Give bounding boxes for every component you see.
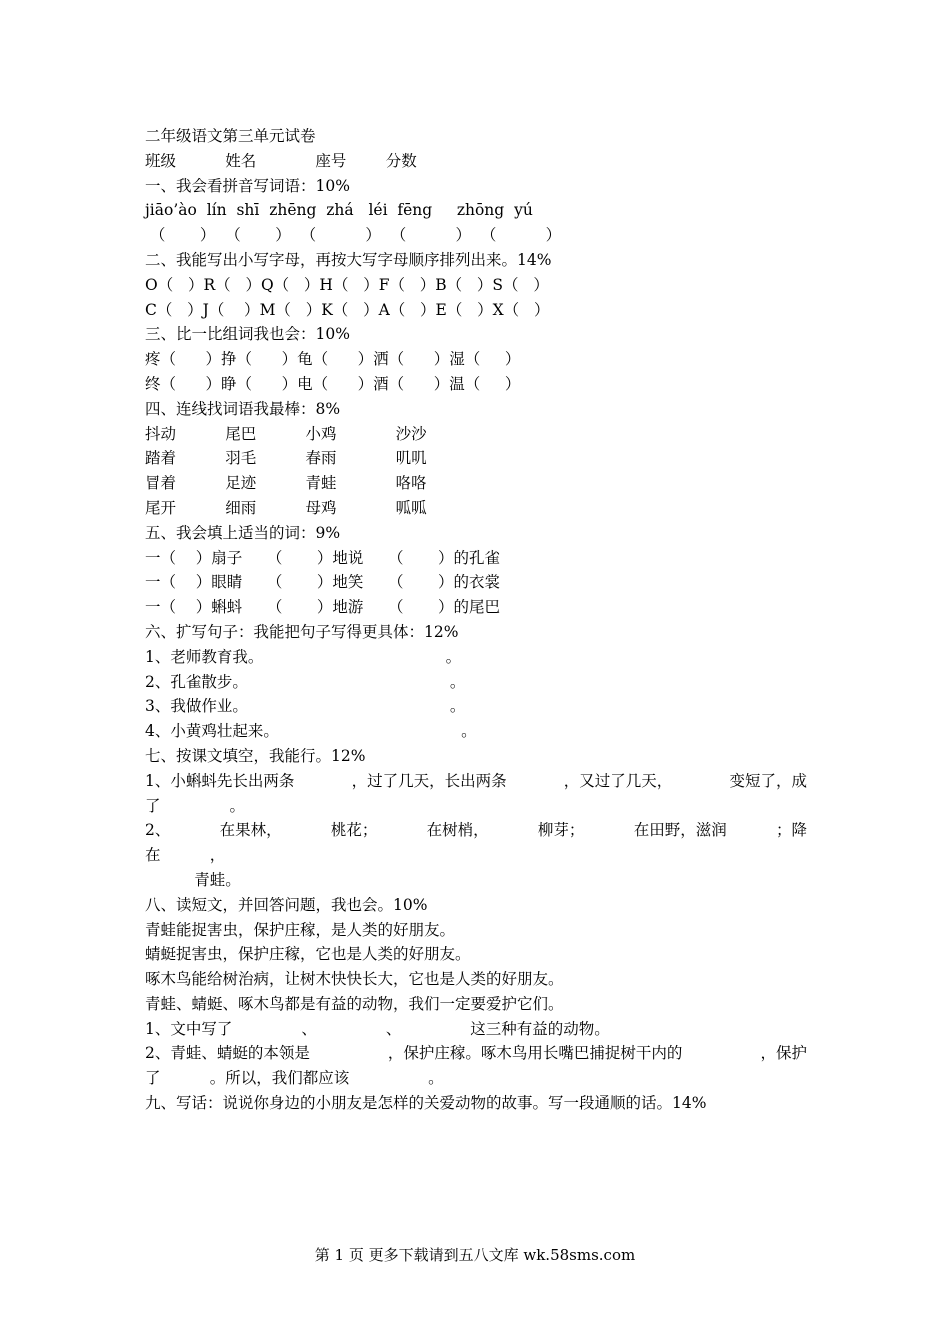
section-6-item: 1、老师教育我。 。 (145, 647, 462, 666)
section-6-heading: 六、扩写句子：我能把句子写得更具体：12% (145, 622, 459, 641)
section-7-question-1 (145, 769, 807, 794)
section-6-item: 3、我做作业。 。 (145, 697, 466, 716)
s8-q2-part-b: ，保护庄稼。啄木鸟用长嘴巴捕捉树干内的 (387, 1044, 683, 1063)
section-4-row: 尾开 细雨 母鸡 呱呱 (145, 498, 427, 517)
section-8-question-2-cont: 了 。所以，我们都应该 。 (145, 1069, 444, 1088)
section-4-row: 抖动 尾巴 小鸡 沙沙 (145, 424, 427, 443)
section-5-row: 一（ ）眼睛 （ ）地笑 （ ）的衣裳 (145, 573, 500, 592)
section-7-question-2-cont: 在 ， (145, 846, 226, 865)
section-2-row-2: C（ ）J（ ）M（ ）K（ ）A（ ）E（ ）X（ ） (145, 300, 550, 319)
q2-part-c: 桃花； (330, 821, 378, 840)
q1-part-c: ，又过了几天， (563, 771, 673, 790)
section-4-row: 冒着 足迹 青蛙 咯咯 (145, 474, 427, 493)
section-2-row-1: O（ ）R（ ）Q（ ）H（ ）F（ ）B（ ）S（ ） (145, 275, 549, 294)
s8-q2-part-a: 2、青蛙、蜻蜓的本领是 (145, 1044, 310, 1063)
q1-part-b: ，过了几天，长出两条 (351, 771, 507, 790)
section-8-question-2 (145, 1041, 807, 1066)
q2-part-b: 在果林， (219, 821, 282, 840)
passage-line: 啄木鸟能给树治病，让树木快快长大，它也是人类的好朋友。 (145, 970, 564, 989)
passage-line: 蜻蜓捉害虫，保护庄稼，它也是人类的好朋友。 (145, 945, 471, 964)
section-5-heading: 五、我会填上适当的词：9% (145, 523, 341, 542)
q1-part-d: 变短了，成 (729, 771, 807, 790)
section-4-row: 踏着 羽毛 春雨 叽叽 (145, 449, 427, 468)
section-2-heading: 二、我能写出小写字母，再按大写字母顺序排列出来。14% (145, 250, 552, 269)
page-footer: 第 1 页 更多下载请到五八文库 wk.58sms.com (314, 1246, 636, 1264)
section-3-heading: 三、比一比组词我也会：10% (145, 325, 350, 344)
section-8-question-1: 1、文中写了 、 、 这三种有益的动物。 (145, 1019, 610, 1038)
section-7-question-1-cont: 了 。 (145, 796, 245, 815)
section-1-pinyin: jiāo’ào lín shī zhēng zhá léi fēng zhōng yú (145, 201, 533, 220)
section-5-row: 一（ ）扇子 （ ）地说 （ ）的孔雀 (145, 548, 500, 567)
exam-title: 二年级语文第三单元试卷 (145, 127, 316, 145)
q1-part-a: 1、小蝌蚪先长出两条 (145, 771, 295, 790)
q2-part-f: 在田野，滋润 (633, 821, 727, 840)
q2-part-e: 柳芽； (537, 821, 585, 840)
section-6-item: 2、孔雀散步。 。 (145, 672, 466, 691)
section-8-heading: 八、读短文，并回答问题，我也会。10% (145, 895, 428, 914)
section-9-heading: 九、写话：说说你身边的小朋友是怎样的关爱动物的故事。写一段通顺的话。14% (145, 1094, 707, 1113)
section-6-item: 4、小黄鸡壮起来。 。 (145, 722, 477, 741)
section-4-heading: 四、连线找词语我最棒：8% (145, 399, 341, 418)
section-3-row-2: 终（ ）睁（ ）电（ ）酒（ ）温（ ） (145, 374, 521, 393)
section-7-question-2 (145, 818, 807, 843)
passage-line: 青蛙、蜻蜓、啄木鸟都是有益的动物，我们一定要爱护它们。 (145, 994, 564, 1013)
exam-page (145, 124, 807, 1116)
section-3-row-1: 疼（ ）挣（ ）龟（ ）洒（ ）湿（ ） (145, 350, 521, 369)
section-1-heading: 一、我会看拼音写词语：10% (145, 176, 350, 195)
section-7-question-2-last: 青蛙。 (145, 870, 241, 889)
s8-q2-part-c: ，保护 (760, 1044, 807, 1063)
q2-part-d: 在树梢， (426, 821, 489, 840)
q2-part-a: 2、 (145, 821, 171, 840)
passage-line: 青蛙能捉害虫，保护庄稼，是人类的好朋友。 (145, 920, 456, 939)
q2-part-g: ；降 (775, 821, 807, 840)
section-5-row: 一（ ）蝌蚪 （ ）地游 （ ）的尾巴 (145, 598, 500, 617)
section-7-heading: 七、按课文填空，我能行。12% (145, 746, 366, 765)
student-info-line: 班级 姓名 座号 分数 (145, 151, 417, 170)
section-1-brackets: （ ） （ ） （ ） （ ） （ ） (145, 226, 562, 245)
